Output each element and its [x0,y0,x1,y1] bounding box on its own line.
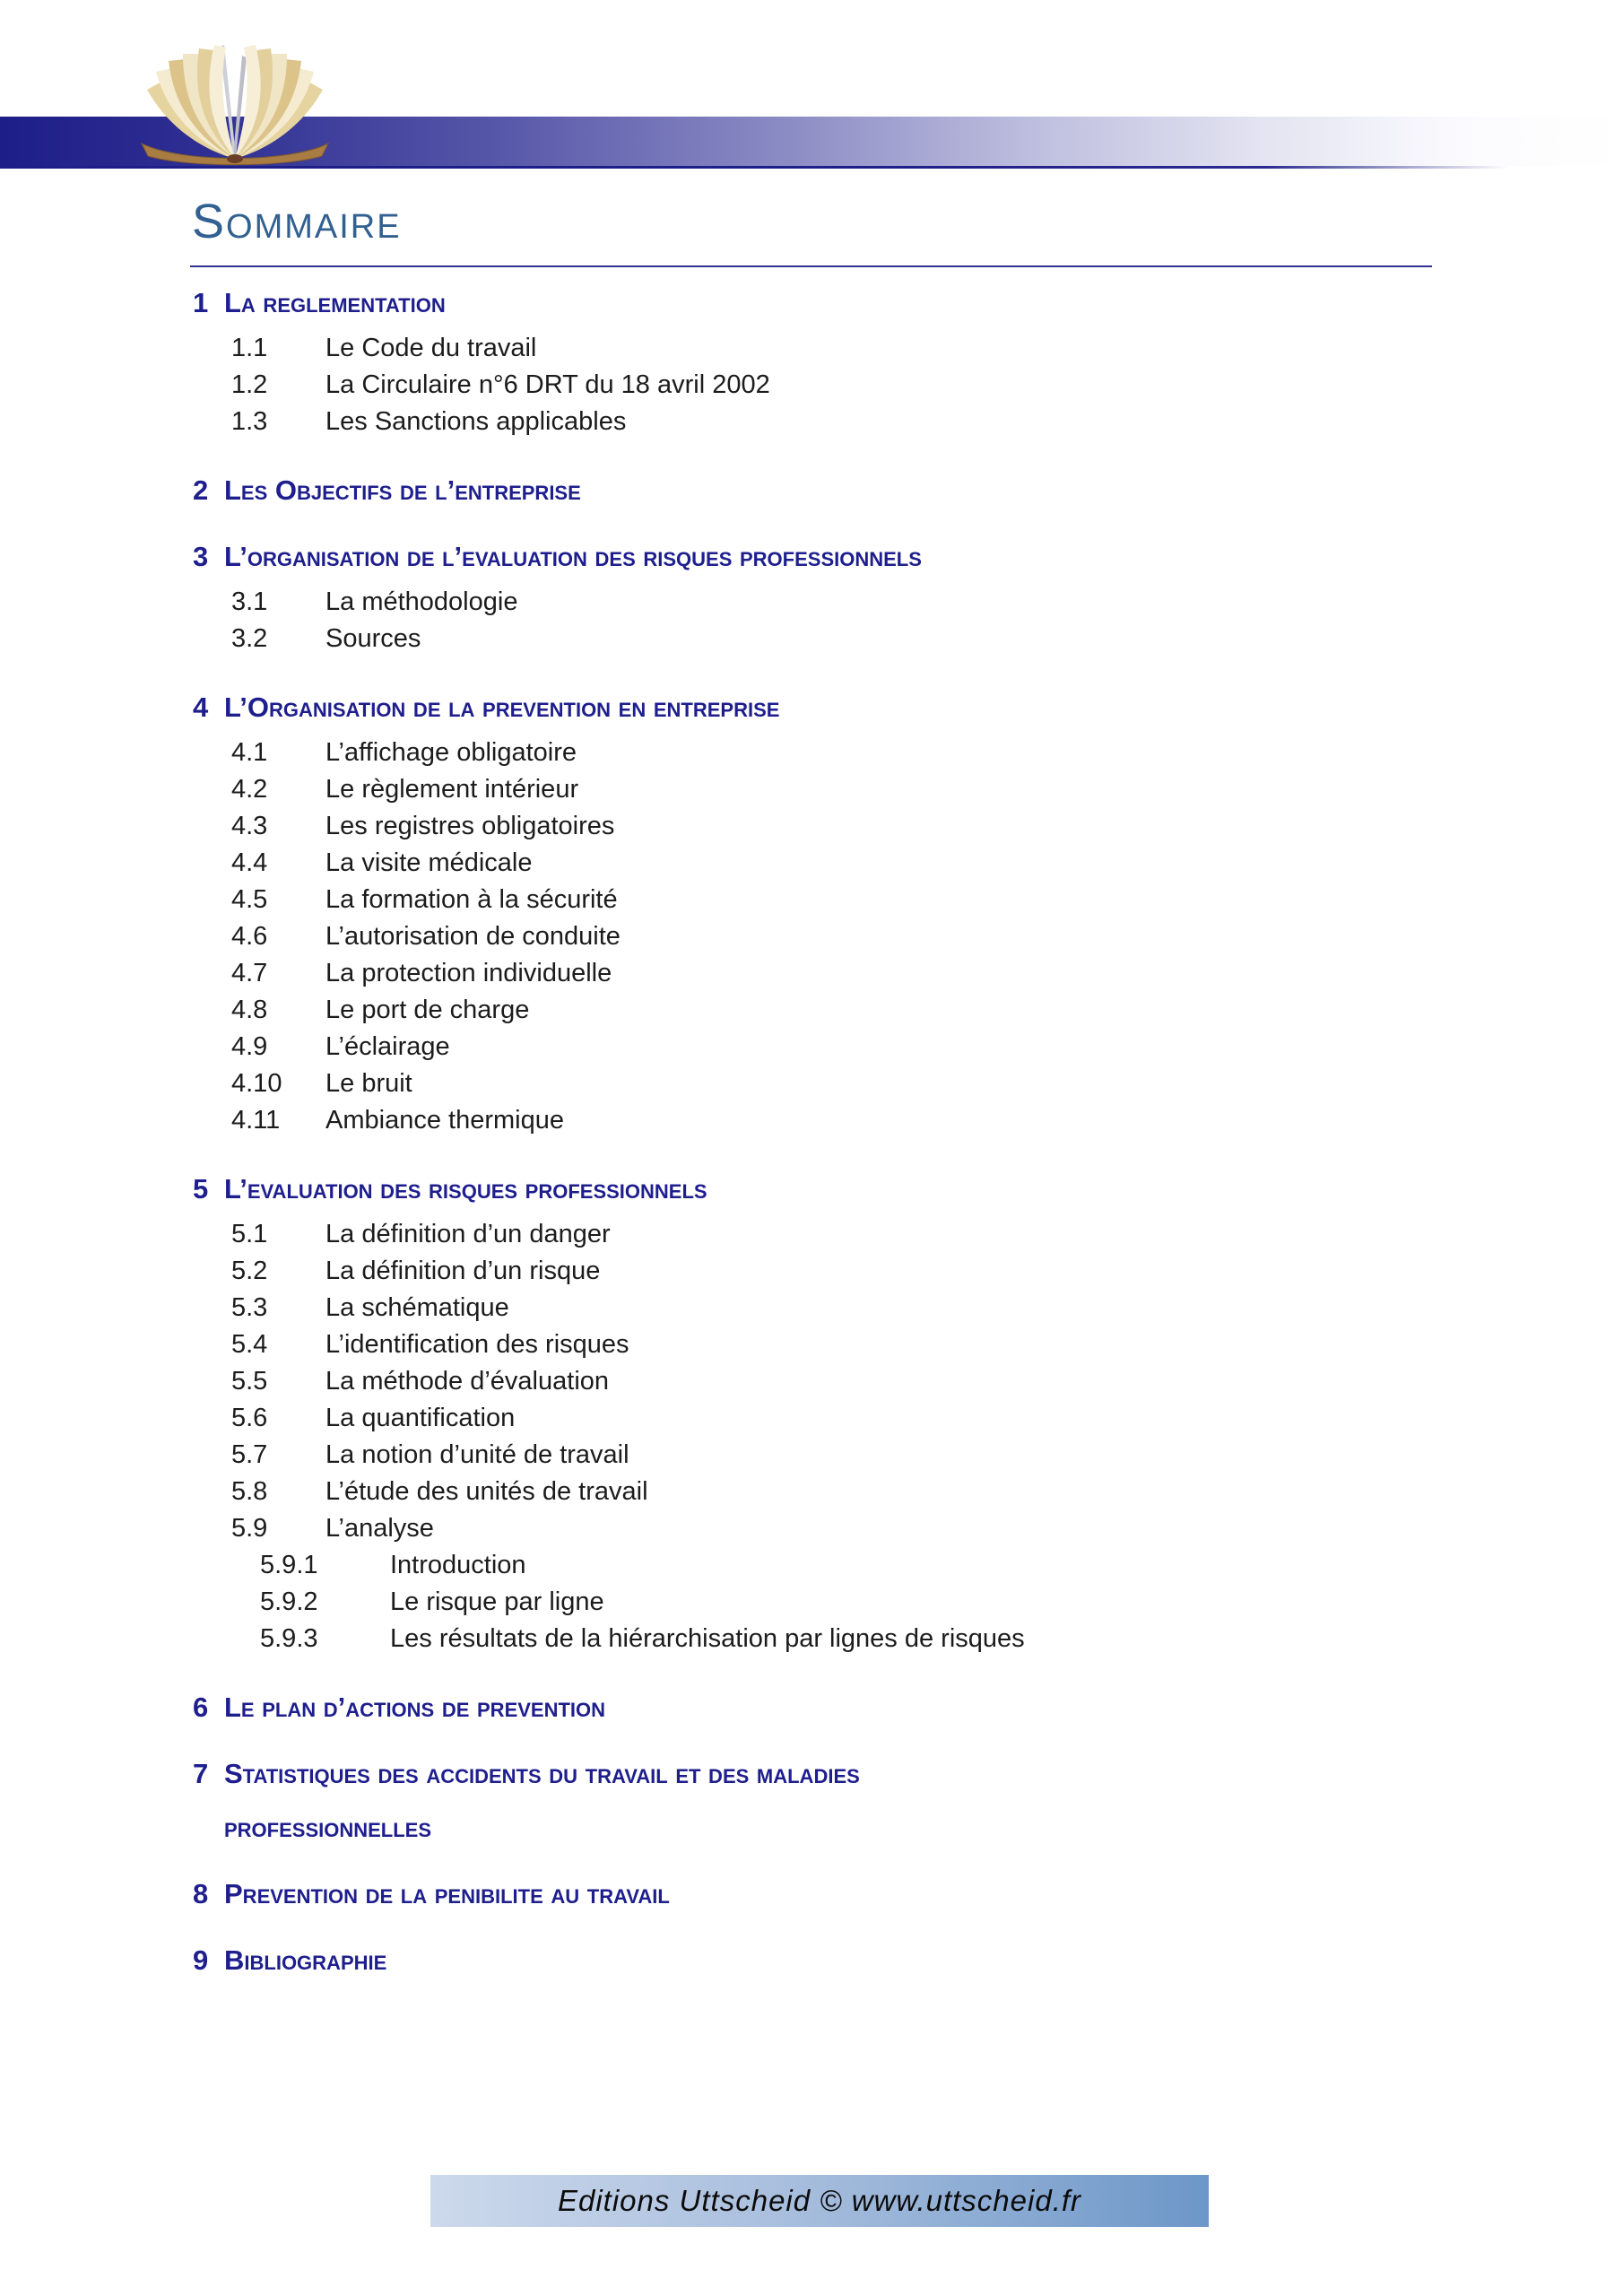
toc-entry-4.10 [193,1065,1502,1102]
toc-section-7 [193,1758,1502,1844]
toc-entry-title: L’autorisation de conduite [325,922,621,951]
toc-entry-3.1 [193,584,1502,621]
toc-entry-title: Le Code du travail [325,334,537,362]
toc-entry-title: Les registres obligatoires [325,812,615,840]
toc-entry-number: 4.10 [231,1069,282,1098]
toc-section-title [224,1173,1502,1205]
toc-section-title [224,1944,1502,1977]
toc-entry-4.4 [193,845,1502,882]
toc-entry-5.5 [193,1363,1502,1400]
toc-section-3 [193,541,1502,657]
toc-entry-number: 3.1 [231,587,268,616]
toc-section-2 [193,474,1502,507]
toc-entry-title: Introduction [390,1551,526,1579]
toc-entry-5.7 [193,1437,1502,1474]
toc-entry-title: Le bruit [325,1069,412,1098]
toc-entry-title: La définition d’un risque [325,1257,601,1285]
open-book-icon [127,32,343,169]
toc-entry-4.3 [193,808,1502,845]
toc-entry-title: La définition d’un danger [325,1220,611,1248]
toc-entry-title: Le risque par ligne [390,1587,604,1616]
toc-entry-title: La visite médicale [325,848,533,877]
toc-entry-5.6 [193,1400,1502,1437]
toc-section-9 [193,1944,1502,1977]
toc-section-number: 9 [193,1944,209,1976]
toc-section-4 [193,691,1502,1139]
toc-entry-title: La schématique [325,1293,509,1322]
toc-entry-title: La formation à la sécurité [325,885,618,914]
toc-entry-4.6 [193,918,1502,955]
toc-entry-title: La quantification [325,1404,516,1432]
toc-section-title [224,1758,1502,1844]
toc-section-title [224,691,1502,724]
toc-section-title-line: L’Organisation de la prevention en entreprise [224,691,780,723]
toc-section-title-line: L’evaluation des risques professionnels [224,1173,707,1205]
toc-section-title [224,1692,1502,1724]
toc-entry-number: 1.3 [231,407,268,436]
toc-section-number: 2 [193,474,209,506]
toc-entry-number: 5.3 [231,1293,268,1322]
toc-entry-number: 1.2 [231,370,268,399]
toc-entry-4.5 [193,882,1502,918]
toc-entry-number: 4.5 [231,885,268,914]
toc-entry-title: Le port de charge [325,996,530,1024]
toc-section-title [224,287,1502,319]
toc-section-number: 5 [193,1173,209,1205]
toc-entry-title: L’analyse [325,1514,434,1543]
toc-section-title-line: Les Objectifs de l’entreprise [224,474,581,506]
toc-entry-number: 4.7 [231,959,268,987]
toc-entry-4.1 [193,735,1502,771]
toc-section-title [224,541,1502,573]
title-rule [190,265,1432,267]
toc-entry-title: Sources [325,624,421,653]
toc-section-number: 6 [193,1692,209,1723]
toc-entry-3.2 [193,621,1502,657]
toc-entry-number: 3.2 [231,624,268,653]
toc-subsection-list [193,1216,1502,1657]
toc-entry-number: 5.1 [231,1220,268,1248]
toc-section-title-line: Le plan d’actions de prevention [224,1692,606,1723]
toc-section-heading [193,287,1502,319]
toc-entry-number: 4.8 [231,996,268,1024]
toc-section-5 [193,1173,1502,1657]
toc-entry-number: 4.3 [231,812,268,840]
toc-section-heading [193,1758,1502,1844]
toc-entry-5.2 [193,1253,1502,1290]
toc-section-title-line: Prevention de la penibilite au travail [224,1878,670,1909]
toc-entry-number: 4.6 [231,922,268,951]
toc-section-heading [193,541,1502,573]
toc-entry-number: 5.2 [231,1257,268,1285]
toc-entry-title: L’identification des risques [325,1330,629,1359]
toc-entry-title: La Circulaire n°6 DRT du 18 avril 2002 [325,370,770,399]
toc-section-heading [193,691,1502,724]
toc-entry-number: 4.1 [231,738,268,767]
toc-entry-number: 5.9.1 [260,1551,318,1579]
toc-section-title-line: professionnelles [224,1812,432,1843]
toc-entry-5.3 [193,1290,1502,1326]
table-of-contents [193,287,1502,1977]
toc-section-number: 4 [193,691,209,723]
toc-entry-title: Les Sanctions applicables [325,407,627,436]
toc-entry-title: L’affichage obligatoire [325,738,577,767]
toc-entry-1.3 [193,404,1502,440]
toc-entry-number: 5.9 [231,1514,268,1543]
toc-entry-number: 5.6 [231,1404,268,1432]
toc-section-heading [193,1173,1502,1205]
toc-entry-number: 1.1 [231,334,268,362]
toc-entry-5.8 [193,1474,1502,1510]
toc-section-title-line: Statistiques des accidents du travail et des maladies [224,1758,860,1789]
toc-section-title-line: L’organisation de l’evaluation des risques professionnels [224,541,922,572]
toc-entry-title: L’étude des unités de travail [325,1477,648,1506]
page-title: Sommaire [192,195,402,248]
toc-entry-number: 5.8 [231,1477,268,1506]
toc-entry-number: 4.9 [231,1032,268,1061]
toc-entry-4.11 [193,1102,1502,1139]
toc-entry-1.1 [193,330,1502,367]
toc-entry-4.7 [193,955,1502,992]
toc-entry-title: L’éclairage [325,1032,450,1061]
toc-entry-1.2 [193,367,1502,404]
footer-text: Editions Uttscheid © www.uttscheid.fr [557,2184,1082,2217]
toc-entry-number: 5.9.3 [260,1624,318,1653]
toc-entry-number: 5.5 [231,1367,268,1396]
toc-section-6 [193,1692,1502,1724]
toc-entry-number: 4.4 [231,848,268,877]
toc-section-title [224,474,1502,507]
toc-entry-title: Ambiance thermique [325,1106,564,1135]
toc-entry-5.1 [193,1216,1502,1253]
toc-section-heading [193,1878,1502,1910]
toc-entry-5.9.3 [193,1621,1502,1657]
toc-entry-number: 4.11 [231,1106,281,1135]
toc-entry-5.9.1 [193,1547,1502,1584]
toc-section-title [224,1878,1502,1910]
footer-bar [430,2175,1209,2227]
toc-entry-title: Les résultats de la hiérarchisation par lignes de risques [390,1624,1025,1653]
toc-entry-number: 5.7 [231,1440,268,1469]
toc-subsection-list [193,330,1502,440]
toc-entry-5.9 [193,1510,1502,1547]
toc-entry-number: 5.4 [231,1330,268,1359]
toc-entry-title: La protection individuelle [325,959,612,987]
toc-section-heading [193,1944,1502,1977]
toc-section-title-line: Bibliographie [224,1944,387,1976]
toc-entry-number: 5.9.2 [260,1587,318,1616]
toc-section-number: 7 [193,1758,209,1789]
toc-entry-4.2 [193,771,1502,808]
toc-section-title-line: La reglementation [224,287,446,318]
toc-entry-4.9 [193,1029,1502,1065]
toc-entry-title: La notion d’unité de travail [325,1440,629,1469]
toc-section-number: 3 [193,541,209,572]
toc-section-1 [193,287,1502,440]
toc-entry-number: 4.2 [231,775,268,804]
toc-entry-5.4 [193,1326,1502,1363]
toc-entry-title: Le règlement intérieur [325,775,579,804]
toc-entry-4.8 [193,992,1502,1029]
toc-section-number: 8 [193,1878,209,1909]
toc-entry-5.9.2 [193,1584,1502,1621]
toc-section-number: 1 [193,287,209,318]
toc-section-heading [193,474,1502,507]
toc-section-8 [193,1878,1502,1910]
toc-subsection-list [193,584,1502,657]
toc-subsection-list [193,735,1502,1139]
toc-entry-title: La méthode d’évaluation [325,1367,610,1396]
toc-section-heading [193,1692,1502,1724]
toc-entry-title: La méthodologie [325,587,518,616]
